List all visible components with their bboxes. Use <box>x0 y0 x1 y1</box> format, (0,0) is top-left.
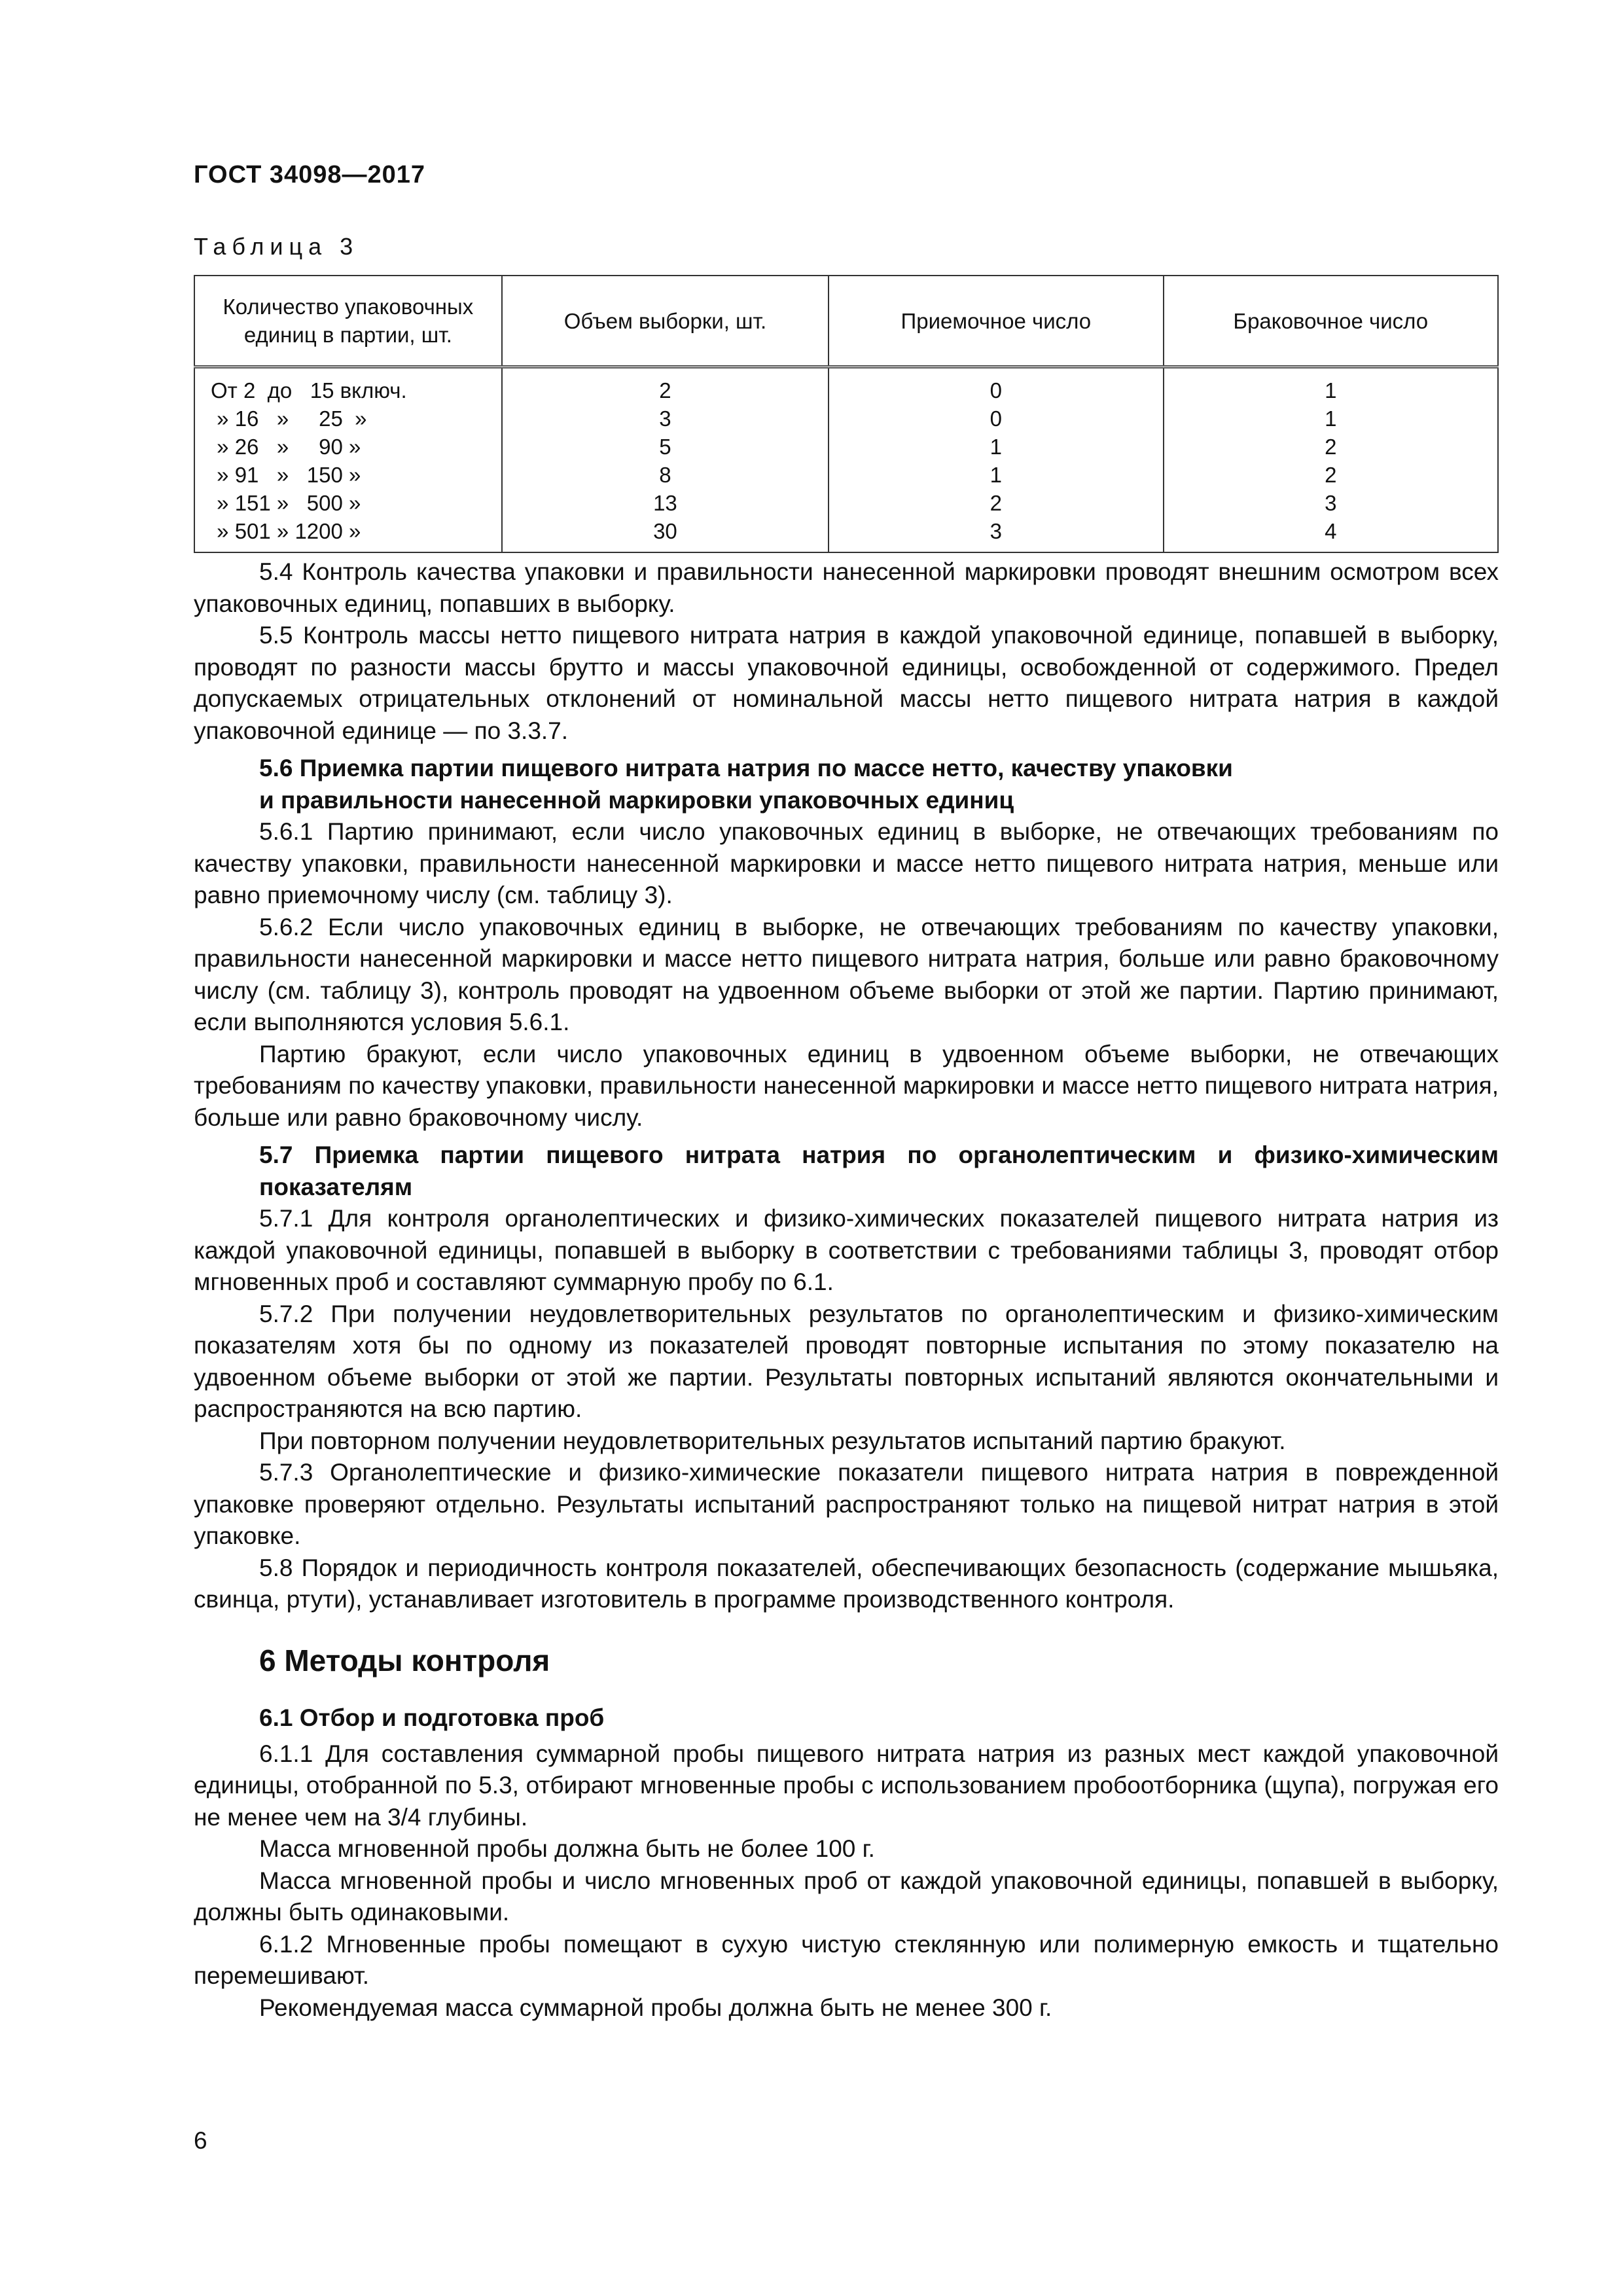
table-cell: 8 <box>659 463 671 487</box>
paragraph-5-7-1: 5.7.1 Для контроля органолептических и физико-химических показателей пищевого нитрата натрия из каждой упаковочной единицы, попавшей в выборку в соответствии с требованиями таблицы 3, проводят отбор мгновенных проб и составляют суммарную пробу по 6.1. <box>194 1205 1499 1295</box>
heading-5-6 <box>194 753 1499 816</box>
document-body <box>194 556 1499 2024</box>
table-header-row <box>194 276 1498 367</box>
sample-size-cell <box>502 367 829 553</box>
table-cell: » 16 » 25 » <box>211 406 367 431</box>
table-cell: 1 <box>1325 378 1337 403</box>
heading-6-1: 6.1 Отбор и подготовка проб <box>259 1704 605 1731</box>
table-cell: 13 <box>653 491 677 515</box>
document-id-header: ГОСТ 34098—2017 <box>194 161 426 188</box>
table-cell: 1 <box>990 435 1002 459</box>
paragraph-6-1-1-count: Масса мгновенной пробы и число мгновенных проб от каждой упаковочной единицы, попавшей в выборку, должны быть одинаковыми. <box>194 1867 1499 1926</box>
table-cell: » 91 » 150 » <box>211 463 361 487</box>
table-cell: 30 <box>653 519 677 543</box>
table-cell: 4 <box>1325 519 1337 543</box>
table-cell: 5 <box>659 435 671 459</box>
table-cell: 2 <box>1325 435 1337 459</box>
table-cell: 2 <box>1325 463 1337 487</box>
heading-5-6-line-1: 5.6 Приемка партии пищевого нитрата натрия по массе нетто, качеству упаковки <box>259 755 1233 781</box>
paragraph-5-6-2: 5.6.2 Если число упаковочных единиц в выборке, не отвечающих требованиям по качеству упаковки, правильности нанесенной маркировки и массе нетто пищевого нитрата натрия, больше или равно браковочному числу (см. таблицу 3), контроль проводят на удвоенном объеме выборки от этой же партии. Партию принимают, если выполняются условия 5.6.1. <box>194 913 1499 1035</box>
sampling-table <box>194 275 1499 553</box>
paragraph-5-6-1: 5.6.1 Партию принимают, если число упаковочных единиц в выборке, не отвечающих требованиям по качеству упаковки, правильности нанесенной маркировки и массе нетто пищевого нитрата натрия, меньше или равно приемочному числу (см. таблицу 3). <box>194 818 1499 908</box>
table-cell: 3 <box>1325 491 1337 515</box>
paragraph-5-4: 5.4 Контроль качества упаковки и правильности нанесенной маркировки проводят внешним осмотром всех упаковочных единиц, попавших в выборку. <box>194 558 1499 617</box>
paragraph-6-1-2: 6.1.2 Мгновенные пробы помещают в сухую чистую стеклянную или полимерную емкость и тщательно перемешивают. <box>194 1930 1499 1989</box>
table-cell: 1 <box>1325 406 1337 431</box>
rejection-number-cell <box>1164 367 1498 553</box>
column-header: Объем выборки, шт. <box>502 276 829 367</box>
acceptance-number-cell <box>829 367 1163 553</box>
table-cell: От 2 до 15 включ. <box>211 378 407 403</box>
heading-5-7: 5.7 Приемка партии пищевого нитрата натрия по органолептическим и физико-химическим показателям <box>259 1141 1499 1200</box>
table-cell: » 151 » 500 » <box>211 491 361 515</box>
table-body-row <box>194 367 1498 553</box>
column-header: Браковочное число <box>1164 276 1498 367</box>
table-cell: 3 <box>990 519 1002 543</box>
paragraph-6-1-1-mass: Масса мгновенной пробы должна быть не более 100 г. <box>259 1835 875 1862</box>
table-cell: » 26 » 90 » <box>211 435 361 459</box>
table-cell: 2 <box>990 491 1002 515</box>
paragraph-6-1-1: 6.1.1 Для составления суммарной пробы пищевого нитрата натрия из разных мест каждой упаковочной единицы, отобранной по 5.3, отбирают мгновенные пробы с использованием пробоотборника (щупа), погружая его не менее чем на 3/4 глубины. <box>194 1740 1499 1831</box>
column-header: Количество упаковочных единиц в партии, шт. <box>194 276 502 367</box>
paragraph-5-5: 5.5 Контроль массы нетто пищевого нитрата натрия в каждой упаковочной единице, попавшей в выборку, проводят по разности массы брутто и массы упаковочной единицы, освобожденной от содержимого. Предел допускаемых отрицательных отклонений от номинальной массы нетто пищевого нитрата натрия в каждой упаковочной единице — по 3.3.7. <box>194 622 1499 744</box>
table-cell: » 501 » 1200 » <box>211 519 361 543</box>
table-cell: 3 <box>659 406 671 431</box>
paragraph-5-7-2-reject: При повторном получении неудовлетворительных результатов испытаний партию бракуют. <box>259 1427 1286 1454</box>
heading-5-6-line-2: и правильности нанесенной маркировки упаковочных единиц <box>259 786 1014 814</box>
paragraph-5-7-2: 5.7.2 При получении неудовлетворительных результатов по органолептическим и физико-химическим показателям хотя бы по одному из показателей проводят повторные испытания по этому показателю на удвоенном объеме выборки от этой же партии. Результаты повторных испытаний являются окончательными и распространяются на всю партию. <box>194 1300 1499 1422</box>
paragraph-5-7-3: 5.7.3 Органолептические и физико-химические показатели пищевого нитрата натрия в поврежденной упаковке проверяют отдельно. Результаты испытаний распространяют только на пищевой нитрат натрия в этой упаковке. <box>194 1459 1499 1549</box>
table-caption: Таблица 3 <box>194 233 359 260</box>
paragraph-6-1-2-mass: Рекомендуемая масса суммарной пробы должна быть не менее 300 г. <box>259 1994 1052 2021</box>
table-cell: 1 <box>990 463 1002 487</box>
table-cell: 2 <box>659 378 671 403</box>
lot-size-cell <box>194 367 502 553</box>
table-cell: 0 <box>990 378 1002 403</box>
section-heading-6: 6 Методы контроля <box>259 1643 550 1677</box>
column-header: Приемочное число <box>829 276 1163 367</box>
page-number: 6 <box>194 2127 207 2154</box>
paragraph-5-6-2-reject: Партию бракуют, если число упаковочных единиц в удвоенном объеме выборки, не отвечающих требованиям по качеству упаковки, правильности нанесенной маркировки и массе нетто пищевого нитрата натрия, больше или равно браковочному числу. <box>194 1040 1499 1131</box>
paragraph-5-8: 5.8 Порядок и периодичность контроля показателей, обеспечивающих безопасность (содержание мышьяка, свинца, ртути), устанавливает изготовитель в программе производственного контроля. <box>194 1554 1499 1613</box>
table-cell: 0 <box>990 406 1002 431</box>
